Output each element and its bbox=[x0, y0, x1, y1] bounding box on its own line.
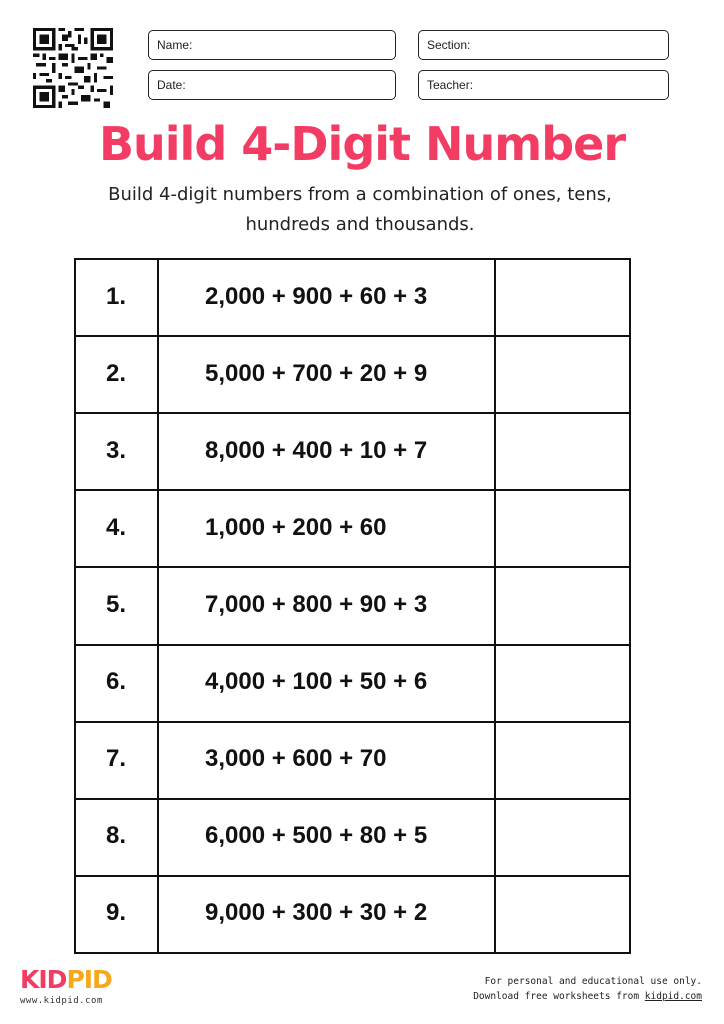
answer-box[interactable] bbox=[496, 491, 629, 566]
page-title: Build 4-Digit Number bbox=[98, 117, 626, 171]
logo-url: www.kidpid.com bbox=[20, 996, 103, 1006]
logo-kid-text: KID bbox=[20, 965, 67, 994]
name-field[interactable] bbox=[148, 30, 396, 60]
logo-pid-text: PID bbox=[66, 965, 112, 994]
table-column-divider bbox=[629, 258, 631, 954]
problem-number: 3. bbox=[105, 437, 126, 464]
answer-box[interactable] bbox=[496, 800, 629, 875]
problem-expression: 2,000 + 900 + 60 + 3 bbox=[205, 283, 428, 310]
name-label: Name: bbox=[157, 38, 193, 52]
answer-box[interactable] bbox=[496, 568, 629, 643]
problem-number: 1. bbox=[105, 283, 126, 310]
problem-expression: 9,000 + 300 + 30 + 2 bbox=[205, 899, 428, 926]
section-label: Section: bbox=[427, 38, 471, 52]
date-label: Date: bbox=[157, 78, 186, 92]
problem-number: 9. bbox=[105, 899, 126, 926]
problem-expression: 3,000 + 600 + 70 bbox=[205, 745, 387, 772]
answer-box[interactable] bbox=[496, 337, 629, 412]
problem-number: 2. bbox=[105, 360, 126, 387]
footer-note-prefix: Download free worksheets from bbox=[473, 991, 645, 1002]
problem-expression: 1,000 + 200 + 60 bbox=[205, 514, 387, 541]
instructions-line-1: Build 4-digit numbers from a combination of ones, tens, bbox=[108, 184, 612, 205]
problem-expression: 6,000 + 500 + 80 + 5 bbox=[205, 822, 428, 849]
footer-note-line-1: For personal and educational use only. bbox=[484, 976, 702, 987]
problem-expression: 5,000 + 700 + 20 + 9 bbox=[205, 360, 428, 387]
problem-number: 5. bbox=[105, 591, 126, 618]
answer-box[interactable] bbox=[496, 723, 629, 798]
footer-note bbox=[382, 974, 702, 1004]
answer-box[interactable] bbox=[496, 260, 629, 335]
problem-expression: 8,000 + 400 + 10 + 7 bbox=[205, 437, 428, 464]
answer-box[interactable] bbox=[496, 646, 629, 721]
table-row-divider bbox=[74, 952, 631, 954]
instructions bbox=[80, 180, 640, 240]
teacher-label: Teacher: bbox=[427, 78, 474, 92]
problem-number: 4. bbox=[105, 514, 126, 541]
section-field[interactable] bbox=[418, 30, 669, 60]
teacher-field[interactable] bbox=[418, 70, 669, 100]
qr-code-icon bbox=[33, 28, 113, 108]
problem-number: 7. bbox=[105, 745, 126, 772]
problem-number: 6. bbox=[105, 668, 126, 695]
date-field[interactable] bbox=[148, 70, 396, 100]
problem-expression: 4,000 + 100 + 50 + 6 bbox=[205, 668, 428, 695]
answer-box[interactable] bbox=[496, 877, 629, 952]
answer-box[interactable] bbox=[496, 414, 629, 489]
problem-number: 8. bbox=[105, 822, 126, 849]
footer-note-line-2 bbox=[382, 989, 702, 1004]
kidpid-logo bbox=[20, 966, 112, 994]
problem-expression: 7,000 + 800 + 90 + 3 bbox=[205, 591, 428, 618]
footer-link[interactable]: kidpid.com bbox=[644, 991, 702, 1002]
instructions-line-2: hundreds and thousands. bbox=[245, 214, 475, 235]
